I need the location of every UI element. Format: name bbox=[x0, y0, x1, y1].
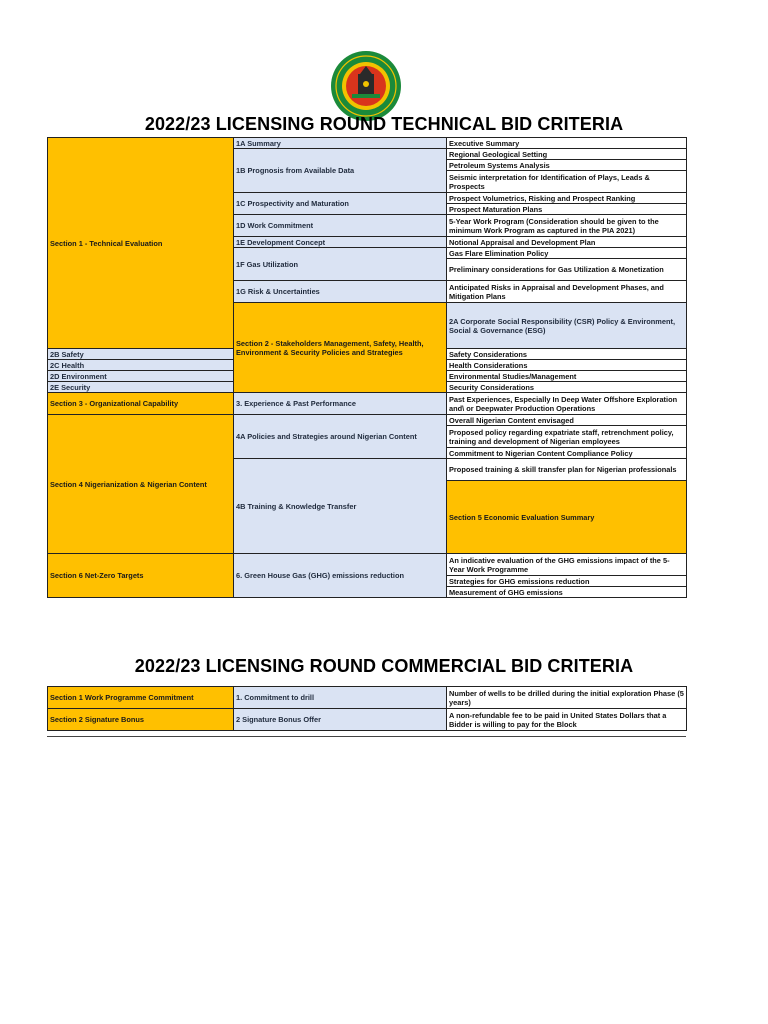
table-row bbox=[48, 554, 687, 576]
detail-cell: Regional Geological Setting bbox=[447, 149, 687, 160]
nuprc-logo-icon bbox=[330, 50, 402, 122]
detail-cell: Petroleum Systems Analysis bbox=[447, 160, 687, 171]
detail-cell: Measurement of GHG emissions bbox=[447, 587, 687, 598]
table-row bbox=[48, 687, 687, 709]
subsection-cell: 1. Commitment to drill bbox=[234, 687, 447, 709]
table-row bbox=[48, 415, 687, 426]
section-cell: Section 1 Work Programme Commitment bbox=[48, 687, 234, 709]
subsection-cell: 2A Corporate Social Responsibility (CSR) Policy & Environment, Social & Governance (ESG) bbox=[447, 303, 687, 349]
subsection-cell: 1B Prognosis from Available Data bbox=[234, 149, 447, 193]
section-cell: Section 4 Nigerianization & Nigerian Content bbox=[48, 415, 234, 554]
subsection-cell: 4A Policies and Strategies around Nigerian Content bbox=[234, 415, 447, 459]
detail-cell: Gas Flare Elimination Policy bbox=[447, 248, 687, 259]
subsection-cell: 1F Gas Utilization bbox=[234, 248, 447, 281]
subsection-cell: 6. Green House Gas (GHG) emissions reduction bbox=[234, 554, 447, 598]
table-row bbox=[48, 709, 687, 731]
section-cell: Section 6 Net-Zero Targets bbox=[48, 554, 234, 598]
subsection-cell: 1C Prospectivity and Maturation bbox=[234, 193, 447, 215]
technical-criteria-table bbox=[47, 137, 687, 598]
table-row bbox=[48, 393, 687, 415]
detail-cell: Past Experiences, Especially In Deep Water Offshore Exploration and\ or Deepwater Production Operations bbox=[447, 393, 687, 415]
detail-cell: Commitment to Nigerian Content Compliance Policy bbox=[447, 448, 687, 459]
section-cell: Section 2 - Stakeholders Management, Safety, Health, Environment & Security Policies and Strategies bbox=[234, 303, 447, 393]
commercial-criteria-table bbox=[47, 686, 687, 731]
technical-bid-title: 2022/23 LICENSING ROUND TECHNICAL BID CRITERIA bbox=[144, 114, 624, 134]
detail-cell: Prospect Maturation Plans bbox=[447, 204, 687, 215]
detail-cell: 5-Year Work Program (Consideration should be given to the minimum Work Program as captured in the PIA 2021) bbox=[447, 215, 687, 237]
detail-cell: Strategies for GHG emissions reduction bbox=[447, 576, 687, 587]
subsection-cell: 1A Summary bbox=[234, 138, 447, 149]
commercial-bid-title: 2022/23 LICENSING ROUND COMMERCIAL BID CRITERIA bbox=[134, 656, 634, 676]
detail-cell: Safety Considerations bbox=[447, 349, 687, 360]
detail-cell: Seismic interpretation for Identification of Plays, Leads & Prospects bbox=[447, 171, 687, 193]
section-cell: Section 2 Signature Bonus bbox=[48, 709, 234, 731]
subsection-cell: 1E Development Concept bbox=[234, 237, 447, 248]
subsection-cell: 2B Safety bbox=[48, 349, 234, 360]
detail-cell: Prospect Volumetrics, Risking and Prospect Ranking bbox=[447, 193, 687, 204]
section-cell: Section 3 - Organizational Capability bbox=[48, 393, 234, 415]
detail-cell: Anticipated Risks in Appraisal and Development Phases, and Mitigation Plans bbox=[447, 281, 687, 303]
detail-cell: Preliminary considerations for Gas Utilization & Monetization bbox=[447, 259, 687, 281]
subsection-cell: 4B Training & Knowledge Transfer bbox=[234, 459, 447, 554]
table-bottom-rule bbox=[47, 736, 686, 737]
detail-cell: A non-refundable fee to be paid in United States Dollars that a Bidder is willing to pay for the Block bbox=[447, 709, 687, 731]
detail-cell: An indicative evaluation of the GHG emissions impact of the 5-Year Work Programme bbox=[447, 554, 687, 576]
detail-cell: Number of wells to be drilled during the initial exploration Phase (5 years) bbox=[447, 687, 687, 709]
detail-cell: Proposed policy regarding expatriate staff, retrenchment policy, training and development of Nigerian employees bbox=[447, 426, 687, 448]
detail-cell: Security Considerations bbox=[447, 382, 687, 393]
detail-cell: Environmental Studies/Management bbox=[447, 371, 687, 382]
subsection-cell: 2E Security bbox=[48, 382, 234, 393]
table-row bbox=[48, 138, 687, 149]
detail-cell: Proposed training & skill transfer plan for Nigerian professionals bbox=[447, 459, 687, 481]
subsection-cell: 2 Signature Bonus Offer bbox=[234, 709, 447, 731]
subsection-cell: 1D Work Commitment bbox=[234, 215, 447, 237]
subsection-cell: 3. Experience & Past Performance bbox=[234, 393, 447, 415]
subsection-cell: 2C Health bbox=[48, 360, 234, 371]
subsection-cell: 1G Risk & Uncertainties bbox=[234, 281, 447, 303]
detail-cell: Overall Nigerian Content envisaged bbox=[447, 415, 687, 426]
subsection-cell: 2D Environment bbox=[48, 371, 234, 382]
section-cell: Section 1 - Technical Evaluation bbox=[48, 138, 234, 349]
detail-cell: Health Considerations bbox=[447, 360, 687, 371]
section-cell: Section 5 Economic Evaluation Summary bbox=[447, 481, 687, 554]
detail-cell: Executive Summary bbox=[447, 138, 687, 149]
detail-cell: Notional Appraisal and Development Plan bbox=[447, 237, 687, 248]
